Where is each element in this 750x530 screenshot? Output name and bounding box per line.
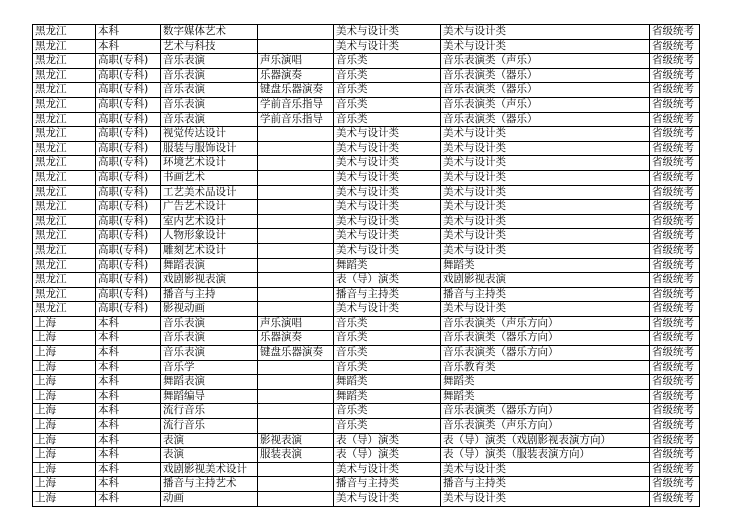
province-cell: 黑龙江 (33, 214, 96, 229)
major-cell: 音乐表演 (161, 346, 258, 361)
exam-type-cell: 省级统考 (650, 54, 700, 69)
table-row (33, 141, 700, 156)
table-row (33, 39, 700, 54)
exam-type-cell: 省级统考 (650, 273, 700, 288)
level-cell: 高职(专科) (96, 214, 161, 229)
exam-category-cell: 舞蹈类 (441, 258, 650, 273)
direction-cell (258, 214, 334, 229)
province-cell: 上海 (33, 331, 96, 346)
major-cell: 舞蹈表演 (161, 258, 258, 273)
category-cell: 美术与设计类 (334, 229, 441, 244)
province-cell: 黑龙江 (33, 141, 96, 156)
direction-cell: 学前音乐指导 (258, 97, 334, 112)
table-row (33, 433, 700, 448)
category-cell: 舞蹈类 (334, 258, 441, 273)
major-cell: 人物形象设计 (161, 229, 258, 244)
exam-type-cell: 省级统考 (650, 389, 700, 404)
province-cell: 上海 (33, 492, 96, 507)
exam-category-cell: 音乐表演类（声乐方向） (441, 316, 650, 331)
exam-type-cell: 省级统考 (650, 419, 700, 434)
exam-type-cell: 省级统考 (650, 68, 700, 83)
exam-category-cell: 音乐表演类（器乐方向） (441, 331, 650, 346)
table-row (33, 346, 700, 361)
major-cell: 服装与服饰设计 (161, 141, 258, 156)
province-cell: 上海 (33, 316, 96, 331)
exam-category-cell: 音乐表演类（器乐） (441, 83, 650, 98)
level-cell: 本科 (96, 404, 161, 419)
province-cell: 黑龙江 (33, 54, 96, 69)
major-cell: 音乐表演 (161, 54, 258, 69)
major-cell: 广告艺术设计 (161, 200, 258, 215)
table-row (33, 375, 700, 390)
exam-category-cell: 音乐表演类（器乐方向） (441, 346, 650, 361)
province-cell: 黑龙江 (33, 170, 96, 185)
category-cell: 音乐类 (334, 54, 441, 69)
category-cell: 表（导）演类 (334, 273, 441, 288)
level-cell: 本科 (96, 389, 161, 404)
table-row (33, 492, 700, 507)
major-cell: 戏剧影视美术设计 (161, 462, 258, 477)
table-row (33, 258, 700, 273)
level-cell: 高职(专科) (96, 258, 161, 273)
major-cell: 表演 (161, 433, 258, 448)
table-row (33, 97, 700, 112)
direction-cell (258, 127, 334, 142)
province-cell: 黑龙江 (33, 25, 96, 40)
level-cell: 本科 (96, 39, 161, 54)
table-row (33, 68, 700, 83)
exam-category-cell: 美术与设计类 (441, 462, 650, 477)
province-cell: 黑龙江 (33, 185, 96, 200)
major-cell: 播音与主持艺术 (161, 477, 258, 492)
level-cell: 高职(专科) (96, 68, 161, 83)
table-row (33, 170, 700, 185)
province-cell: 黑龙江 (33, 273, 96, 288)
category-cell: 音乐类 (334, 419, 441, 434)
exam-category-cell: 舞蹈类 (441, 389, 650, 404)
direction-cell (258, 419, 334, 434)
direction-cell: 乐器演奏 (258, 331, 334, 346)
category-cell: 美术与设计类 (334, 185, 441, 200)
level-cell: 高职(专科) (96, 141, 161, 156)
category-cell: 音乐类 (334, 68, 441, 83)
table-row (33, 54, 700, 69)
major-cell: 音乐表演 (161, 97, 258, 112)
major-cell: 环境艺术设计 (161, 156, 258, 171)
table-row (33, 185, 700, 200)
table-row (33, 25, 700, 40)
province-cell: 黑龙江 (33, 83, 96, 98)
exam-type-cell: 省级统考 (650, 404, 700, 419)
exam-category-cell: 表（导）演类（戏剧影视表演方向） (441, 433, 650, 448)
category-cell: 音乐类 (334, 83, 441, 98)
table-row (33, 273, 700, 288)
direction-cell: 乐器演奏 (258, 68, 334, 83)
direction-cell: 影视表演 (258, 433, 334, 448)
category-cell: 美术与设计类 (334, 214, 441, 229)
level-cell: 高职(专科) (96, 54, 161, 69)
category-cell: 美术与设计类 (334, 39, 441, 54)
level-cell: 高职(专科) (96, 83, 161, 98)
direction-cell (258, 360, 334, 375)
exam-type-cell: 省级统考 (650, 375, 700, 390)
level-cell: 本科 (96, 419, 161, 434)
exam-type-cell: 省级统考 (650, 39, 700, 54)
direction-cell (258, 477, 334, 492)
level-cell: 高职(专科) (96, 287, 161, 302)
level-cell: 高职(专科) (96, 112, 161, 127)
exam-category-cell: 播音与主持类 (441, 477, 650, 492)
table-row (33, 127, 700, 142)
table-row (33, 214, 700, 229)
level-cell: 高职(专科) (96, 185, 161, 200)
level-cell: 高职(专科) (96, 200, 161, 215)
province-cell: 上海 (33, 389, 96, 404)
province-cell: 上海 (33, 404, 96, 419)
major-cell: 工艺美术品设计 (161, 185, 258, 200)
table-row (33, 389, 700, 404)
category-cell: 美术与设计类 (334, 302, 441, 317)
level-cell: 本科 (96, 346, 161, 361)
exam-category-cell: 美术与设计类 (441, 492, 650, 507)
exam-type-cell: 省级统考 (650, 316, 700, 331)
exam-type-cell: 省级统考 (650, 492, 700, 507)
category-cell: 播音与主持类 (334, 287, 441, 302)
category-cell: 美术与设计类 (334, 243, 441, 258)
category-cell: 美术与设计类 (334, 25, 441, 40)
major-cell: 舞蹈编导 (161, 389, 258, 404)
province-cell: 黑龙江 (33, 112, 96, 127)
direction-cell: 声乐演唱 (258, 54, 334, 69)
exam-category-cell: 音乐表演类（器乐方向） (441, 404, 650, 419)
table-row (33, 477, 700, 492)
major-cell: 舞蹈表演 (161, 375, 258, 390)
province-cell: 黑龙江 (33, 243, 96, 258)
exam-category-cell: 美术与设计类 (441, 243, 650, 258)
direction-cell (258, 141, 334, 156)
table-row (33, 419, 700, 434)
province-cell: 上海 (33, 433, 96, 448)
category-cell: 美术与设计类 (334, 462, 441, 477)
major-cell: 音乐学 (161, 360, 258, 375)
direction-cell (258, 156, 334, 171)
category-cell: 美术与设计类 (334, 492, 441, 507)
province-cell: 黑龙江 (33, 156, 96, 171)
exam-category-cell: 美术与设计类 (441, 302, 650, 317)
category-cell: 播音与主持类 (334, 477, 441, 492)
major-cell: 视觉传达设计 (161, 127, 258, 142)
direction-cell (258, 200, 334, 215)
table-row (33, 243, 700, 258)
category-cell: 音乐类 (334, 331, 441, 346)
level-cell: 本科 (96, 492, 161, 507)
exam-category-cell: 戏剧影视表演 (441, 273, 650, 288)
major-cell: 艺术与科技 (161, 39, 258, 54)
major-cell: 播音与主持 (161, 287, 258, 302)
major-cell: 戏剧影视表演 (161, 273, 258, 288)
exam-category-cell: 音乐表演类（器乐） (441, 68, 650, 83)
category-cell: 美术与设计类 (334, 200, 441, 215)
level-cell: 本科 (96, 331, 161, 346)
exam-category-cell: 美术与设计类 (441, 141, 650, 156)
province-cell: 上海 (33, 346, 96, 361)
table-row (33, 462, 700, 477)
direction-cell: 键盘乐器演奏 (258, 346, 334, 361)
exam-type-cell: 省级统考 (650, 83, 700, 98)
major-cell: 动画 (161, 492, 258, 507)
province-cell: 上海 (33, 360, 96, 375)
level-cell: 高职(专科) (96, 127, 161, 142)
table-row (33, 83, 700, 98)
exam-category-cell: 美术与设计类 (441, 229, 650, 244)
direction-cell (258, 185, 334, 200)
exam-category-cell: 音乐教育类 (441, 360, 650, 375)
province-cell: 黑龙江 (33, 200, 96, 215)
province-cell: 上海 (33, 477, 96, 492)
category-cell: 音乐类 (334, 346, 441, 361)
exam-category-cell: 美术与设计类 (441, 25, 650, 40)
category-cell: 美术与设计类 (334, 156, 441, 171)
province-cell: 上海 (33, 375, 96, 390)
table-row (33, 200, 700, 215)
province-cell: 黑龙江 (33, 229, 96, 244)
exam-type-cell: 省级统考 (650, 97, 700, 112)
level-cell: 高职(专科) (96, 170, 161, 185)
direction-cell (258, 170, 334, 185)
exam-type-cell: 省级统考 (650, 477, 700, 492)
category-cell: 音乐类 (334, 97, 441, 112)
direction-cell (258, 258, 334, 273)
exam-type-cell: 省级统考 (650, 258, 700, 273)
exam-type-cell: 省级统考 (650, 448, 700, 463)
level-cell: 本科 (96, 360, 161, 375)
major-cell: 雕刻艺术设计 (161, 243, 258, 258)
level-cell: 高职(专科) (96, 97, 161, 112)
major-cell: 流行音乐 (161, 419, 258, 434)
table-row (33, 448, 700, 463)
major-cell: 室内艺术设计 (161, 214, 258, 229)
table-row (33, 156, 700, 171)
direction-cell: 学前音乐指导 (258, 112, 334, 127)
table-row (33, 316, 700, 331)
direction-cell (258, 39, 334, 54)
exam-type-cell: 省级统考 (650, 185, 700, 200)
direction-cell (258, 287, 334, 302)
major-cell: 音乐表演 (161, 331, 258, 346)
province-cell: 黑龙江 (33, 68, 96, 83)
exam-type-cell: 省级统考 (650, 229, 700, 244)
major-cell: 书画艺术 (161, 170, 258, 185)
category-cell: 表（导）演类 (334, 448, 441, 463)
category-cell: 表（导）演类 (334, 433, 441, 448)
exam-type-cell: 省级统考 (650, 243, 700, 258)
direction-cell: 服装表演 (258, 448, 334, 463)
level-cell: 本科 (96, 448, 161, 463)
province-cell: 黑龙江 (33, 258, 96, 273)
exam-category-cell: 舞蹈类 (441, 375, 650, 390)
exam-type-cell: 省级统考 (650, 25, 700, 40)
major-cell: 音乐表演 (161, 83, 258, 98)
level-cell: 高职(专科) (96, 243, 161, 258)
major-cell: 数字媒体艺术 (161, 25, 258, 40)
exam-category-cell: 美术与设计类 (441, 200, 650, 215)
category-cell: 舞蹈类 (334, 375, 441, 390)
table-row (33, 287, 700, 302)
level-cell: 本科 (96, 316, 161, 331)
level-cell: 本科 (96, 25, 161, 40)
major-cell: 音乐表演 (161, 112, 258, 127)
exam-category-cell: 美术与设计类 (441, 39, 650, 54)
exam-type-cell: 省级统考 (650, 287, 700, 302)
direction-cell (258, 243, 334, 258)
province-cell: 黑龙江 (33, 287, 96, 302)
exam-type-cell: 省级统考 (650, 127, 700, 142)
level-cell: 高职(专科) (96, 156, 161, 171)
direction-cell: 键盘乐器演奏 (258, 83, 334, 98)
category-cell: 音乐类 (334, 404, 441, 419)
direction-cell (258, 375, 334, 390)
table-row (33, 360, 700, 375)
direction-cell (258, 229, 334, 244)
exam-type-cell: 省级统考 (650, 433, 700, 448)
level-cell: 本科 (96, 433, 161, 448)
exam-type-cell: 省级统考 (650, 170, 700, 185)
exam-category-cell: 表（导）演类（服装表演方向） (441, 448, 650, 463)
exam-category-cell: 美术与设计类 (441, 214, 650, 229)
category-cell: 美术与设计类 (334, 170, 441, 185)
major-cell: 影视动画 (161, 302, 258, 317)
direction-cell (258, 273, 334, 288)
table-row (33, 112, 700, 127)
province-cell: 上海 (33, 462, 96, 477)
table-row (33, 302, 700, 317)
direction-cell (258, 25, 334, 40)
admissions-table (32, 24, 700, 507)
category-cell: 音乐类 (334, 316, 441, 331)
direction-cell (258, 302, 334, 317)
major-cell: 音乐表演 (161, 68, 258, 83)
table-row (33, 404, 700, 419)
level-cell: 本科 (96, 375, 161, 390)
table-body (33, 25, 700, 507)
direction-cell (258, 404, 334, 419)
exam-type-cell: 省级统考 (650, 200, 700, 215)
exam-category-cell: 美术与设计类 (441, 185, 650, 200)
level-cell: 本科 (96, 462, 161, 477)
exam-type-cell: 省级统考 (650, 141, 700, 156)
province-cell: 黑龙江 (33, 302, 96, 317)
table-row (33, 229, 700, 244)
category-cell: 美术与设计类 (334, 127, 441, 142)
major-cell: 流行音乐 (161, 404, 258, 419)
exam-type-cell: 省级统考 (650, 214, 700, 229)
exam-category-cell: 美术与设计类 (441, 170, 650, 185)
category-cell: 音乐类 (334, 112, 441, 127)
category-cell: 舞蹈类 (334, 389, 441, 404)
exam-type-cell: 省级统考 (650, 112, 700, 127)
level-cell: 高职(专科) (96, 273, 161, 288)
table-row (33, 331, 700, 346)
province-cell: 上海 (33, 419, 96, 434)
exam-type-cell: 省级统考 (650, 302, 700, 317)
direction-cell (258, 492, 334, 507)
level-cell: 高职(专科) (96, 302, 161, 317)
exam-category-cell: 美术与设计类 (441, 156, 650, 171)
exam-category-cell: 美术与设计类 (441, 127, 650, 142)
major-cell: 表演 (161, 448, 258, 463)
province-cell: 上海 (33, 448, 96, 463)
exam-type-cell: 省级统考 (650, 331, 700, 346)
exam-category-cell: 音乐表演类（声乐方向） (441, 419, 650, 434)
exam-type-cell: 省级统考 (650, 462, 700, 477)
level-cell: 高职(专科) (96, 229, 161, 244)
exam-category-cell: 音乐表演类（声乐） (441, 97, 650, 112)
category-cell: 音乐类 (334, 360, 441, 375)
exam-category-cell: 音乐表演类（器乐） (441, 112, 650, 127)
province-cell: 黑龙江 (33, 97, 96, 112)
category-cell: 美术与设计类 (334, 141, 441, 156)
exam-category-cell: 播音与主持类 (441, 287, 650, 302)
direction-cell: 声乐演唱 (258, 316, 334, 331)
exam-type-cell: 省级统考 (650, 346, 700, 361)
province-cell: 黑龙江 (33, 39, 96, 54)
direction-cell (258, 389, 334, 404)
direction-cell (258, 462, 334, 477)
major-cell: 音乐表演 (161, 316, 258, 331)
exam-type-cell: 省级统考 (650, 156, 700, 171)
exam-type-cell: 省级统考 (650, 360, 700, 375)
level-cell: 本科 (96, 477, 161, 492)
province-cell: 黑龙江 (33, 127, 96, 142)
exam-category-cell: 音乐表演类（声乐） (441, 54, 650, 69)
